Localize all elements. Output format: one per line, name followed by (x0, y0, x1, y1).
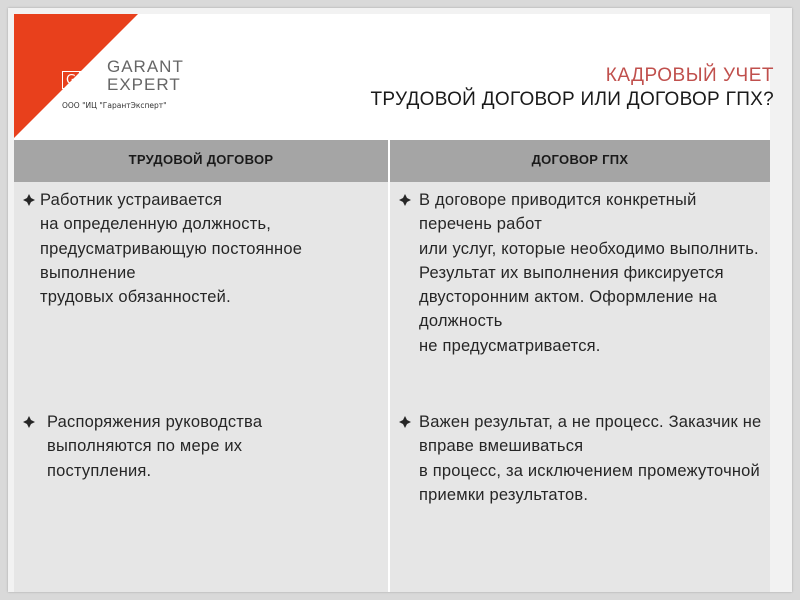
header-labor-contract: ТРУДОВОЙ ДОГОВОР (128, 152, 274, 167)
logo-cell-e: E (80, 71, 98, 89)
logo-cell-g: G (62, 71, 80, 89)
page-title (371, 64, 774, 112)
column-divider (388, 140, 390, 592)
list-item-text: В договоре приводится конкретный перечень работ или услуг, которые необходимо выполнить. Результат их выполнения фиксируется двусторонним актом. Оформление на должность не предусматривается. (419, 191, 759, 355)
header-gph-contract: ДОГОВОР ГПХ (531, 152, 629, 167)
logo-brand-line2: EXPERT (107, 75, 181, 94)
table-body (14, 182, 770, 592)
diamond-bullet-icon (399, 194, 411, 206)
list-item-text: Распоряжения руководства выполняются по мере их поступления. (47, 413, 263, 480)
logo-mark (62, 61, 102, 99)
logo-text (107, 58, 184, 94)
title-line2: ТРУДОВОЙ ДОГОВОР ИЛИ ДОГОВОР ГПХ? (370, 89, 774, 110)
comparison-table (14, 140, 770, 592)
table-header (14, 140, 770, 182)
diamond-bullet-icon (23, 194, 35, 206)
title-line1: КАДРОВЫЙ УЧЕТ (605, 65, 774, 86)
list-item-text: Важен результат, а не процесс. Заказчик не вправе вмешиваться в процесс, за исключением промежуточной приемки результатов. (419, 413, 762, 504)
list-item-text: Работник устраивается на определенную должность, предусматривающую постоянное выполнение трудовых обязанностей. (40, 191, 303, 307)
logo-subtitle: ООО "ИЦ "ГарантЭксперт" (62, 101, 167, 110)
diamond-bullet-icon (399, 416, 411, 428)
logo-brand-line1: GARANT (107, 57, 184, 76)
diamond-bullet-icon (23, 416, 35, 428)
